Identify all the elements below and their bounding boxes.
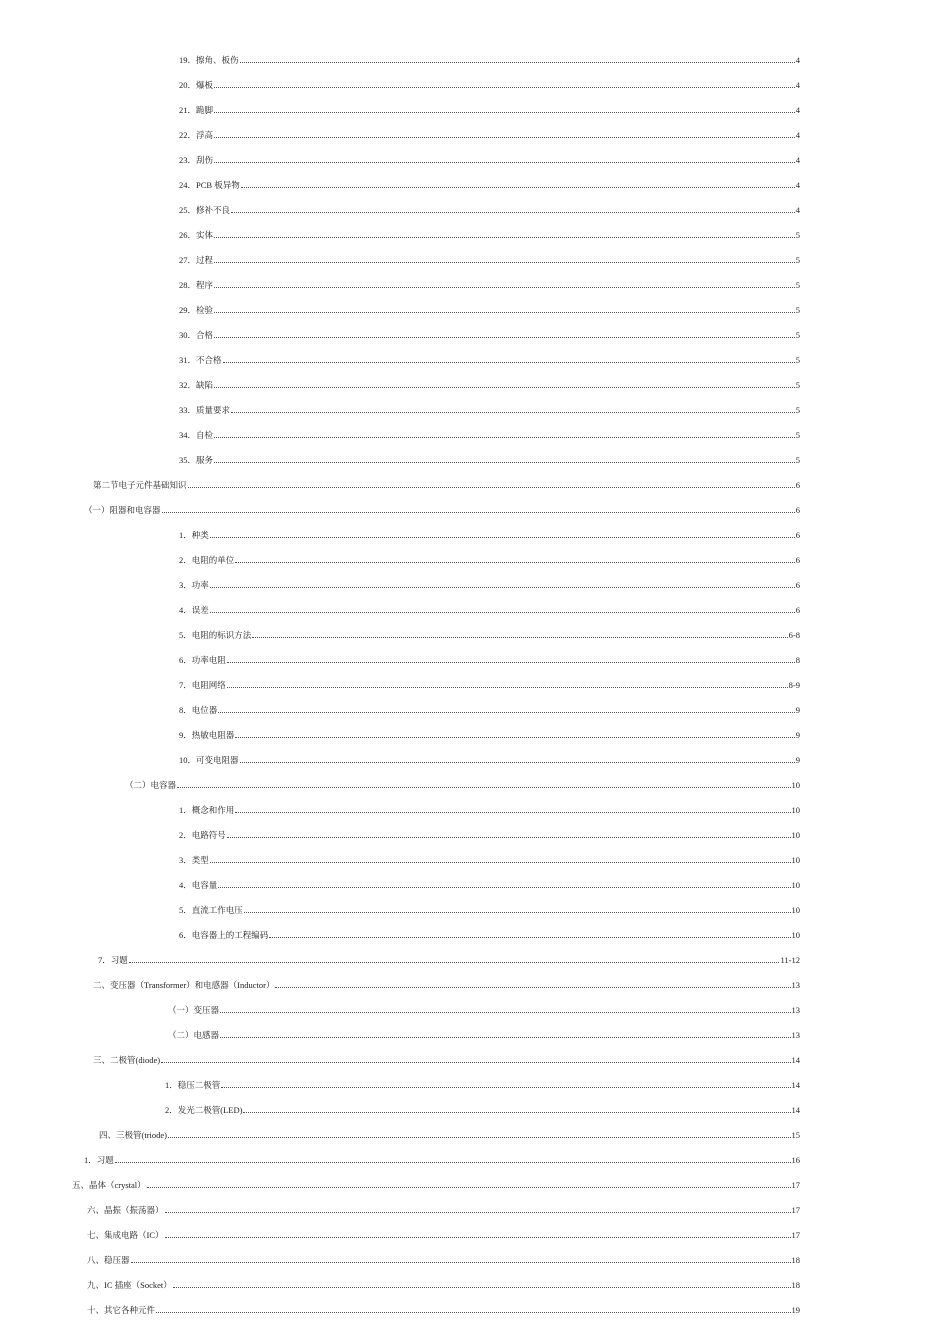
toc-entry-label: 八、稳压器 xyxy=(87,1255,130,1265)
toc-entry-label: 10．可变电阻器 xyxy=(179,755,239,765)
toc-entry-label: （一）变压器 xyxy=(168,1005,220,1015)
toc-entry-24[interactable] xyxy=(179,178,800,190)
dot-leader xyxy=(231,212,795,213)
toc-entry-inductor[interactable] xyxy=(168,1028,800,1040)
toc-entry-label: 32．缺陷 xyxy=(179,380,214,390)
toc-page-number: 17 xyxy=(791,1180,800,1190)
toc-page-number: 4 xyxy=(795,55,800,65)
toc-entry-crystal[interactable] xyxy=(72,1178,800,1190)
dot-leader xyxy=(165,1212,791,1213)
toc-page-number: 14 xyxy=(791,1055,800,1065)
toc-entry-label: 34．自检 xyxy=(179,430,214,440)
dot-leader xyxy=(244,912,791,913)
toc-page-number: 5 xyxy=(795,230,800,240)
dot-leader xyxy=(275,987,790,988)
toc-entry-label: 1．习题 xyxy=(84,1155,114,1165)
toc-entry-diode[interactable] xyxy=(93,1053,800,1065)
toc-page-number: 5 xyxy=(795,355,800,365)
toc-page-number: 6 xyxy=(795,480,800,490)
toc-entry-label: 21．跪脚 xyxy=(179,105,214,115)
toc-entry-label: 8．电位器 xyxy=(179,705,218,715)
toc-page-number: 5 xyxy=(795,430,800,440)
toc-entry-label: 22．浮高 xyxy=(179,130,214,140)
toc-page-number: 5 xyxy=(795,455,800,465)
toc-entry-led[interactable] xyxy=(165,1103,800,1115)
toc-page-number: 13 xyxy=(791,980,800,990)
toc-page-number: 14 xyxy=(791,1080,800,1090)
toc-page-number: 5 xyxy=(795,380,800,390)
toc-entry-exercises-1[interactable] xyxy=(84,1153,800,1165)
dot-leader xyxy=(227,687,788,688)
dot-leader xyxy=(223,362,795,363)
toc-entry-resistor-2[interactable] xyxy=(179,553,800,565)
toc-page-number: 10 xyxy=(791,805,800,815)
toc-page-number: 13 xyxy=(791,1005,800,1015)
toc-entry-label: 5．直流工作电压 xyxy=(179,905,243,915)
toc-page-number: 5 xyxy=(795,330,800,340)
toc-entry-zener-diode[interactable] xyxy=(165,1078,800,1090)
toc-entry-label: 5．电阻的标识方法 xyxy=(179,630,252,640)
toc-entry-label: 4．电容量 xyxy=(179,880,218,890)
toc-entry-label: 6．功率电阻 xyxy=(179,655,226,665)
toc-entry-label: 2．发光二极管(LED) xyxy=(165,1105,243,1115)
toc-page-number: 10 xyxy=(791,855,800,865)
dot-leader xyxy=(235,737,794,738)
dot-leader xyxy=(214,137,795,138)
toc-entry-label: 3．类型 xyxy=(179,855,209,865)
toc-entry-label: 28．程序 xyxy=(179,280,214,290)
dot-leader xyxy=(220,1012,790,1013)
dot-leader xyxy=(214,162,795,163)
toc-entry-resistor-1[interactable] xyxy=(179,528,800,540)
dot-leader xyxy=(214,112,795,113)
toc-entry-28[interactable] xyxy=(179,278,800,290)
toc-entry-resistor-8[interactable] xyxy=(179,703,800,715)
toc-entry-capacitor-2[interactable] xyxy=(179,828,800,840)
toc-entry-label: 第二节电子元件基础知识 xyxy=(93,480,187,490)
toc-page-number: 6 xyxy=(795,580,800,590)
toc-entry-label: 23．刮伤 xyxy=(179,155,214,165)
toc-page-number: 17 xyxy=(791,1205,800,1215)
toc-entry-20[interactable] xyxy=(179,78,800,90)
toc-entry-label: 四、三极管(triode) xyxy=(99,1130,167,1140)
toc-entry-label: （二）电容器 xyxy=(125,780,177,790)
toc-page-number: 5 xyxy=(795,255,800,265)
toc-entry-23[interactable] xyxy=(179,153,800,165)
toc-page-number: 8-9 xyxy=(788,680,800,690)
toc-entry-resistor-3[interactable] xyxy=(179,578,800,590)
toc-entry-label: 1．概念和作用 xyxy=(179,805,235,815)
toc-page-number: 10 xyxy=(791,830,800,840)
toc-entry-label: 20．爆板 xyxy=(179,80,214,90)
dot-leader xyxy=(131,1262,791,1263)
toc-entry-label: 35．服务 xyxy=(179,455,214,465)
toc-entry-29[interactable] xyxy=(179,303,800,315)
toc-entry-label: 2．电路符号 xyxy=(179,830,226,840)
toc-entry-label: 6．电容器上的工程编码 xyxy=(179,930,269,940)
toc-entry-other-components[interactable] xyxy=(87,1303,800,1315)
toc-page-number: 18 xyxy=(791,1255,800,1265)
toc-entry-resistor-6[interactable] xyxy=(179,653,800,665)
toc-entry-ic[interactable] xyxy=(87,1228,800,1240)
toc-page-number: 4 xyxy=(795,80,800,90)
toc-entry-capacitor-6[interactable] xyxy=(179,928,800,940)
toc-entry-label: 4．误差 xyxy=(179,605,209,615)
dot-leader xyxy=(214,87,795,88)
toc-entry-label: 3．功率 xyxy=(179,580,209,590)
dot-leader xyxy=(227,837,791,838)
toc-entry-label: 27．过程 xyxy=(179,255,214,265)
toc-page-number: 13 xyxy=(791,1030,800,1040)
toc-entry-resistor-10[interactable] xyxy=(179,753,800,765)
toc-page-number: 4 xyxy=(795,130,800,140)
toc-page-number: 6 xyxy=(795,555,800,565)
dot-leader xyxy=(214,387,795,388)
toc-entry-25[interactable] xyxy=(179,203,800,215)
toc-entry-label: 五、晶体（crystal） xyxy=(72,1180,146,1190)
toc-entry-label: （一）阻器和电容器 xyxy=(84,505,161,515)
toc-page-number: 4 xyxy=(795,155,800,165)
toc-page-number: 5 xyxy=(795,405,800,415)
toc-entry-capacitor-3[interactable] xyxy=(179,853,800,865)
dot-leader xyxy=(218,887,790,888)
toc-entry-label: 1．稳压二极管 xyxy=(165,1080,221,1090)
dot-leader xyxy=(214,262,795,263)
toc-entry-resistor-9[interactable] xyxy=(179,728,800,740)
toc-entry-capacitor-1[interactable] xyxy=(179,803,800,815)
toc-page-number: 15 xyxy=(791,1130,800,1140)
toc-entry-32[interactable] xyxy=(179,378,800,390)
toc-entry-21[interactable] xyxy=(179,103,800,115)
dot-leader xyxy=(218,712,794,713)
toc-entry-capacitor-5[interactable] xyxy=(179,903,800,915)
toc-entry-33[interactable] xyxy=(179,403,800,415)
toc-entry-capacitors[interactable] xyxy=(125,778,800,790)
dot-leader xyxy=(221,1087,790,1088)
toc-entry-label: 七、集成电路（IC） xyxy=(87,1230,164,1240)
toc-entry-triode[interactable] xyxy=(99,1128,800,1140)
toc-page-number: 16 xyxy=(791,1155,800,1165)
toc-page-number: 10 xyxy=(791,880,800,890)
toc-page-number: 9 xyxy=(795,755,800,765)
toc-page-number: 14 xyxy=(791,1105,800,1115)
toc-entry-label: 六、晶振（振荡器） xyxy=(87,1205,164,1215)
toc-entry-label: 9．热敏电阻器 xyxy=(179,730,235,740)
toc-entry-regulator[interactable] xyxy=(87,1253,800,1265)
toc-entry-label: 二、变压器（Transformer）和电感器（Inductor） xyxy=(93,980,275,990)
dot-leader xyxy=(214,462,795,463)
toc-page-number: 9 xyxy=(795,705,800,715)
toc-entry-22[interactable] xyxy=(179,128,800,140)
dot-leader xyxy=(235,812,790,813)
dot-leader xyxy=(214,312,795,313)
toc-entry-label: 25．修补不良 xyxy=(179,205,231,215)
dot-leader xyxy=(220,1037,790,1038)
toc-entry-label: （二）电感器 xyxy=(168,1030,220,1040)
toc-entry-34[interactable] xyxy=(179,428,800,440)
toc-page-number: 10 xyxy=(791,780,800,790)
dot-leader xyxy=(214,437,795,438)
toc-entry-35[interactable] xyxy=(179,453,800,465)
toc-entry-resistor-5[interactable] xyxy=(179,628,800,640)
toc-entry-exercises-7[interactable] xyxy=(98,953,800,965)
toc-entry-resistor-7[interactable] xyxy=(179,678,800,690)
toc-page-number: 5 xyxy=(795,280,800,290)
toc-page-number: 19 xyxy=(791,1305,800,1315)
toc-page-number: 6 xyxy=(795,505,800,515)
toc-entry-label: 2．电阻的单位 xyxy=(179,555,235,565)
toc-page-number: 18 xyxy=(791,1280,800,1290)
dot-leader xyxy=(214,237,795,238)
dot-leader xyxy=(214,337,795,338)
toc-entry-label: 30．合格 xyxy=(179,330,214,340)
dot-leader xyxy=(188,487,795,488)
toc-page-number: 4 xyxy=(795,180,800,190)
dot-leader xyxy=(168,1137,791,1138)
toc-entry-transformer[interactable] xyxy=(168,1003,800,1015)
toc-page-number: 10 xyxy=(791,905,800,915)
dot-leader xyxy=(227,662,795,663)
dot-leader xyxy=(173,1287,791,1288)
dot-leader xyxy=(210,862,791,863)
dot-leader xyxy=(162,512,795,513)
toc-page-number: 4 xyxy=(795,205,800,215)
dot-leader xyxy=(241,187,795,188)
toc-entry-30[interactable] xyxy=(179,328,800,340)
toc-entry-label: 19．擦角、板伤 xyxy=(179,55,239,65)
toc-page-number: 6 xyxy=(795,530,800,540)
toc-entry-label: 1．种类 xyxy=(179,530,209,540)
toc-page-number: 6 xyxy=(795,605,800,615)
toc-page-number: 5 xyxy=(795,305,800,315)
dot-leader xyxy=(147,1187,791,1188)
toc-entry-label: 7．电阻网络 xyxy=(179,680,226,690)
toc-page-number: 8 xyxy=(795,655,800,665)
toc-entry-label: 24．PCB 板异物 xyxy=(179,180,240,190)
toc-entry-oscillator[interactable] xyxy=(87,1203,800,1215)
dot-leader xyxy=(252,637,787,638)
dot-leader xyxy=(156,1312,790,1313)
dot-leader xyxy=(210,612,795,613)
toc-entry-ic-socket[interactable] xyxy=(87,1278,800,1290)
toc-entry-label: 31．不合格 xyxy=(179,355,222,365)
dot-leader xyxy=(210,537,795,538)
toc-page-number: 9 xyxy=(795,730,800,740)
toc-entry-label: 九、IC 插座（Socket） xyxy=(87,1280,172,1290)
dot-leader xyxy=(214,287,795,288)
dot-leader xyxy=(115,1162,791,1163)
dot-leader xyxy=(231,412,795,413)
toc-entry-label: 33．质量要求 xyxy=(179,405,231,415)
toc-entry-26[interactable] xyxy=(179,228,800,240)
toc-entry-31[interactable] xyxy=(179,353,800,365)
dot-leader xyxy=(240,62,795,63)
dot-leader xyxy=(165,1237,791,1238)
toc-entry-label: 29．检验 xyxy=(179,305,214,315)
toc-entry-label: 26．实体 xyxy=(179,230,214,240)
toc-entry-transformer-inductor[interactable] xyxy=(93,978,800,990)
toc-page-number: 17 xyxy=(791,1230,800,1240)
dot-leader xyxy=(129,962,780,963)
toc-entry-resistor-4[interactable] xyxy=(179,603,800,615)
dot-leader xyxy=(269,937,790,938)
dot-leader xyxy=(161,1062,790,1063)
toc-entry-capacitor-4[interactable] xyxy=(179,878,800,890)
dot-leader xyxy=(240,762,795,763)
toc-page-number: 4 xyxy=(795,105,800,115)
toc-entry-label: 7．习题 xyxy=(98,955,128,965)
toc-entry-section-2[interactable] xyxy=(93,478,800,490)
toc-entry-label: 十、其它各种元件 xyxy=(87,1305,156,1315)
toc-entry-resistors-capacitors[interactable] xyxy=(84,503,800,515)
toc-entry-19[interactable] xyxy=(179,53,800,65)
dot-leader xyxy=(243,1112,790,1113)
toc-page-number: 11-12 xyxy=(780,955,800,965)
toc-entry-27[interactable] xyxy=(179,253,800,265)
toc-page-number: 10 xyxy=(791,930,800,940)
dot-leader xyxy=(235,562,794,563)
toc-page-number: 6-8 xyxy=(788,630,800,640)
dot-leader xyxy=(177,787,790,788)
toc-entry-label: 三、二极管(diode) xyxy=(93,1055,161,1065)
dot-leader xyxy=(210,587,795,588)
